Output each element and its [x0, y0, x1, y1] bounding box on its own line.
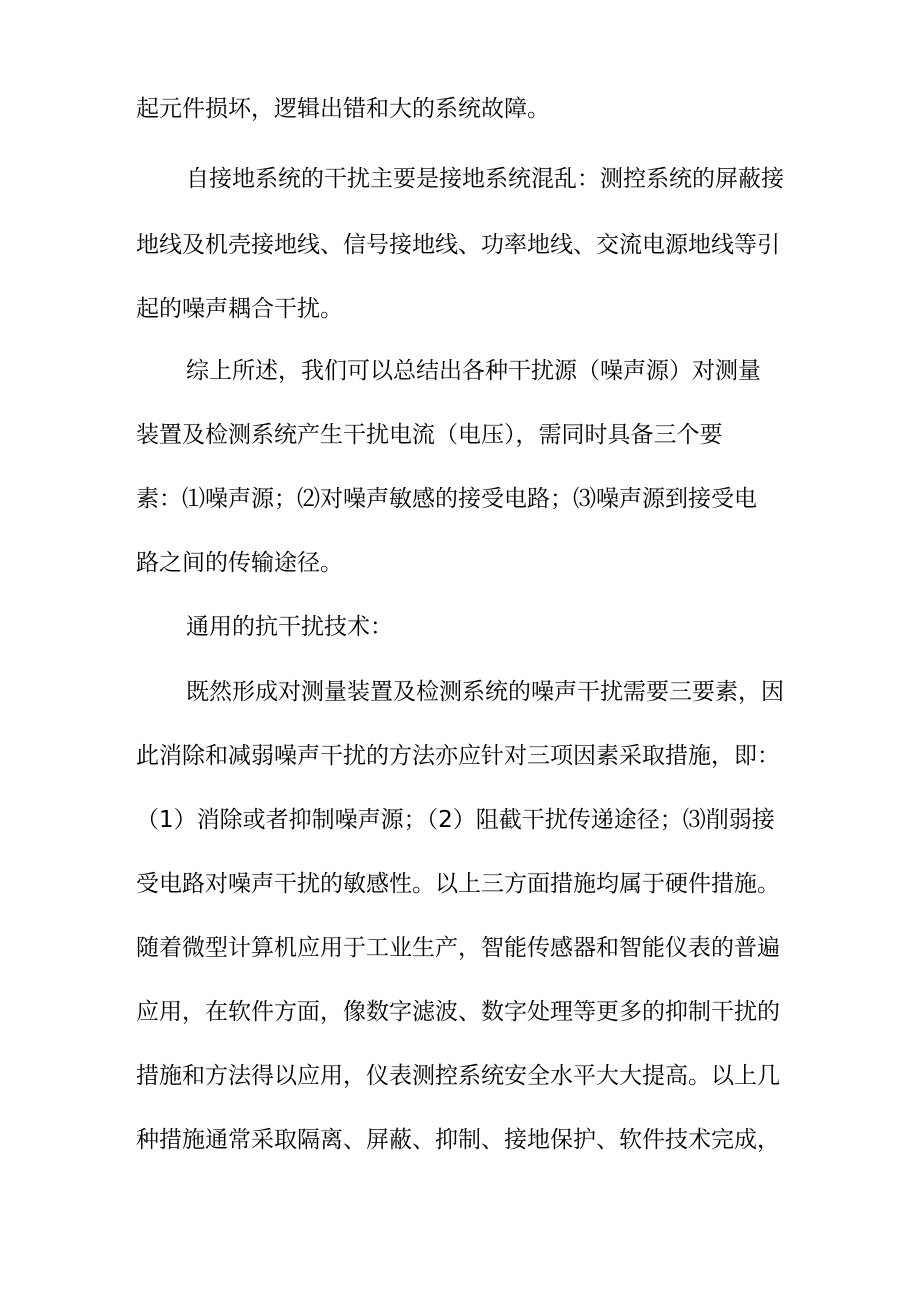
text-line: 地线及机壳接地线、信号接地线、功率地线、交流电源地线等引	[136, 232, 780, 258]
text-line: 种措施通常采取隔离、屏蔽、抑制、接地保护、软件技术完成，	[136, 1127, 780, 1153]
text-line: 措施和方法得以应用，仪表测控系统安全水平大大提高。以上几	[136, 1063, 780, 1089]
text-line: 此消除和减弱噪声干扰的方法亦应针对三项因素采取措施，即：	[136, 743, 780, 769]
text-line: 路之间的传输途径。	[136, 550, 343, 576]
text-line: 通用的抗干扰技术：	[186, 614, 393, 640]
text-line: 受电路对噪声干扰的敏感性。以上三方面措施均属于硬件措施。	[136, 871, 780, 897]
text-line: 应用，在软件方面，像数字滤波、数字处理等更多的抑制干扰的	[136, 999, 780, 1025]
text-line: 起的噪声耦合干扰。	[136, 296, 343, 322]
text-line: （1）消除或者抑制噪声源；（2）阻截干扰传递途径；⑶削弱接	[136, 807, 775, 833]
text-line: 装置及检测系统产生干扰电流（电压），需同时具备三个要	[136, 422, 723, 448]
text-line: 既然形成对测量装置及检测系统的噪声干扰需要三要素，因	[186, 679, 784, 705]
text-line: 自接地系统的干扰主要是接地系统混乱：测控系统的屏蔽接	[186, 166, 784, 192]
text-line: 综上所述，我们可以总结出各种干扰源（噪声源）对测量	[186, 358, 761, 384]
text-line: 起元件损坏，逻辑出错和大的系统故障。	[136, 96, 550, 122]
text-line: 随着微型计算机应用于工业生产，智能传感器和智能仪表的普遍	[136, 935, 780, 961]
text-line: 素：⑴噪声源；⑵对噪声敏感的接受电路；⑶噪声源到接受电	[136, 486, 757, 512]
